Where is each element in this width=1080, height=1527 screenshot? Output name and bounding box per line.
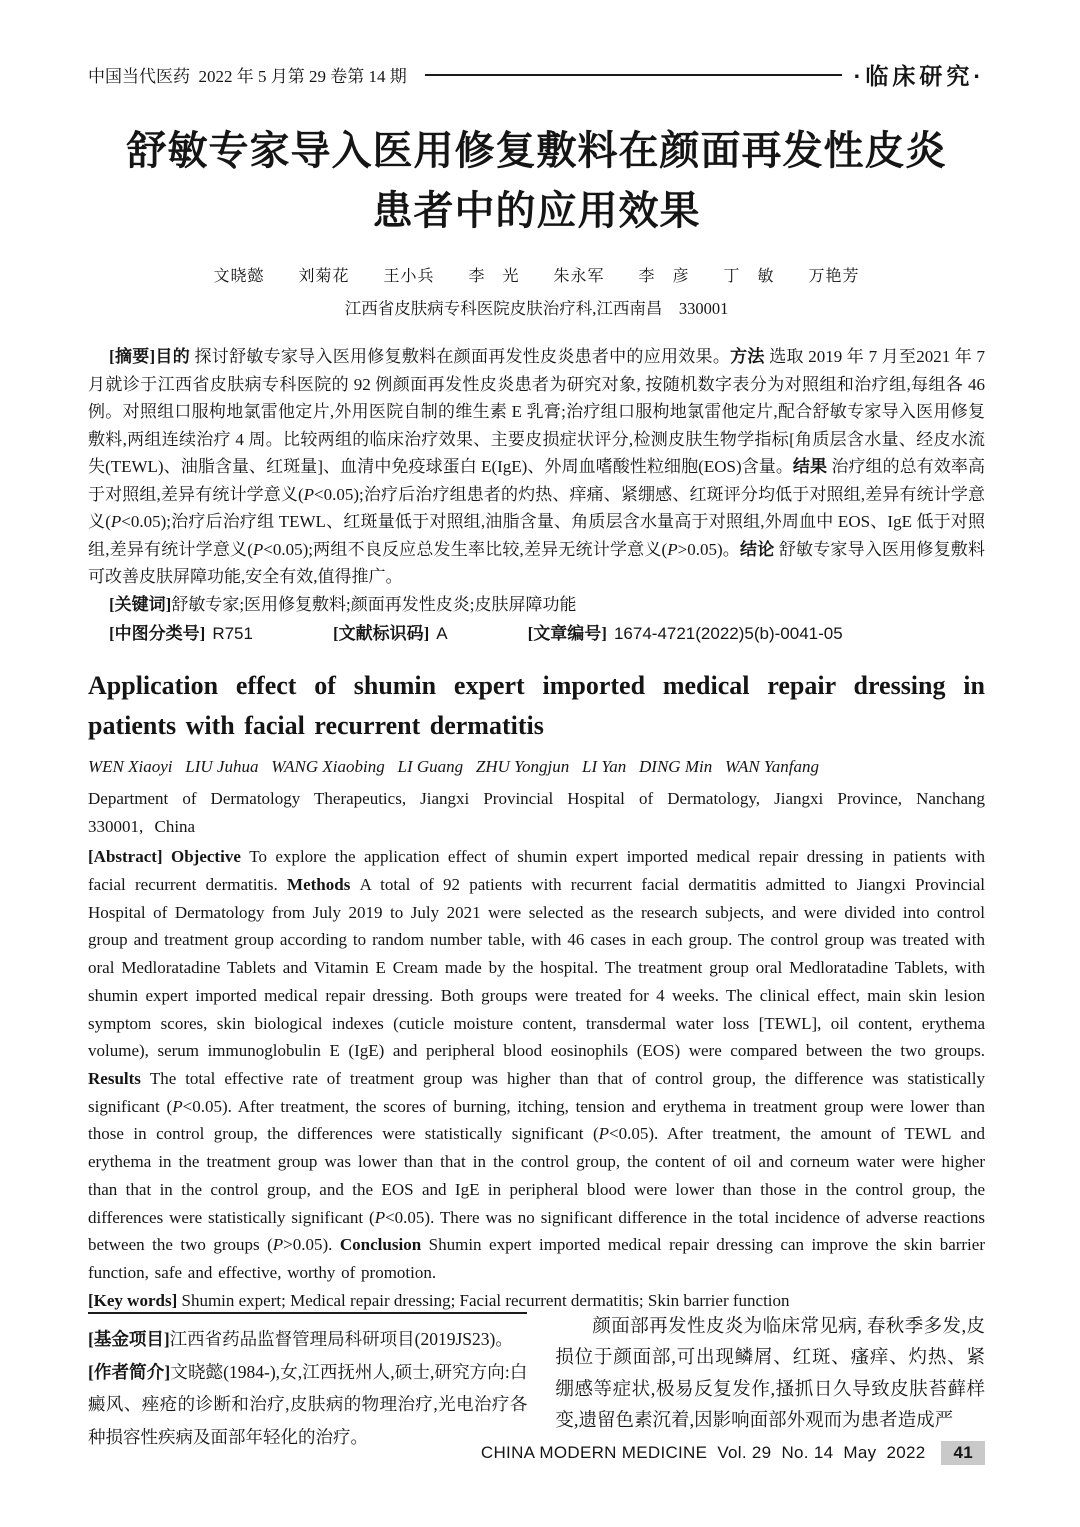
article-id-value: 1674-4721(2022)5(b)-0041-05 [613,624,843,644]
authors-cn: 文晓懿 刘菊花 王小兵 李 光 朱永军 李 彦 丁 敏 万艳芳 [213,268,860,285]
affiliation-en: Department of Dermatology Therapeutics, Jiangxi Provincial Hospital of Dermatology, Jiangxi Province, Nanchang 330001, China [88,788,985,836]
bottom-section [88,1312,985,1453]
article-id-label: [文章编号] [527,624,607,644]
page-footer [481,1441,985,1465]
footnote-column [88,1312,527,1453]
body-intro-paragraph: 颜面部再发性皮炎为临床常见病, 春秋季多发,皮损位于颜面部,可出现鳞屑、红斑、瘙痒、灼热、紧绷感等症状,极易反复发作,搔抓日久导致皮肤苔藓样变,遗留色素沉着,因影响面部外观而为患者造成严 [555,1317,985,1432]
header-rule [425,74,842,76]
keywords-cn: [关键词]舒敏专家;医用修复敷料;颜面再发性皮炎;皮肤屏障功能 [109,594,577,614]
title-cn-line2: 患者中的应用效果 [372,188,701,233]
document-code [333,624,448,643]
page-header [88,58,985,91]
fund-note: [基金项目]江西省药品监督管理局科研项目(2019JS23)。 [88,1329,513,1349]
journal-issue: 中国当代医药 2022 年 5 月第 29 卷第 14 期 [88,67,407,86]
column-label: ·临床研究· [853,63,985,89]
article-title-en: Application effect of shumin expert imported medical repair dressing in patients with facial recurrent dermatitis [88,670,985,741]
keywords-en: [Key words] Shumin expert; Medical repair dressing; Facial recurrent dermatitis; Skin barrier function [88,1290,790,1310]
clc-number-label: [中图分类号] [109,624,206,644]
clc-line [88,620,985,648]
authors-en: WEN Xiaoyi LIU Juhua WANG Xiaobing LI Guang ZHU Yongjun LI Yan DING Min WAN Yanfang [88,757,820,777]
author-bio-note: [作者简介]文晓懿(1984-),女,江西抚州人,硕士,研究方向:白癜风、痤疮的诊断和治疗,皮肤病的物理治疗,光电治疗各种损容性疾病及面部年轻化的治疗。 [88,1361,528,1447]
clc-number [109,624,253,643]
affiliation-cn: 江西省皮肤病专科医院皮肤治疗科,江西南昌 330001 [344,299,729,318]
document-code-label: [文献标识码] [332,624,430,644]
clc-number-value: R751 [212,624,253,644]
abstract-en: [Abstract] Objective To explore the application effect of shumin expert imported medical repair dressing in patients with facial recurrent dermatitis. Methods A total of 92 patients with recurrent facial dermatitis admitted to Jiangxi Provincial Hospital of Dermatology from July 2019 to July 2021 were selected as the research subjects, and were divided into control group and treatment group according to random number table, with 46 cases in each group. The control group was treated with oral Medloratadine Tablets and Vitamin E Cream made by the hospital. The treatment group oral Medloratadine Tablets, with shumin expert imported medical repair dressing. Both groups were treated for 4 weeks. The clinical effect, main skin lesion symptom scores, skin biological indexes (cuticle moisture content, transdermal water loss [TEWL], oil content, erythema volume), serum immunoglobulin E (IgE) and peripheral blood eosinophils (EOS) were compared between the two groups. Results The total effective rate of treatment group was higher than that of control group, the difference was statistically significant (P<0.05). After treatment, the scores of burning, itching, tension and erythema in treatment group were lower than those in control group, the differences were statistically significant (P<0.05). After treatment, the amount of TEWL and erythema in the treatment group was lower than that in the control group, the content of oil and corneum water were higher than that in the control group, and the EOS and IgE in peripheral blood were lower than those in the control group, the differences were statistically significant (P<0.05). There was no significant difference in the total incidence of adverse reactions between the two groups (P>0.05). Conclusion Shumin expert imported medical repair dressing can improve the skin barrier function, safe and effective, worthy of promotion. [88,847,986,1282]
article-id [528,624,843,643]
document-code-value: A [436,624,448,644]
abstract-cn: [摘要]目的 探讨舒敏专家导入医用修复敷料在颜面再发性皮炎患者中的应用效果。方法 选取 2019 年 7 月至2021 年 7 月就诊于江西省皮肤病专科医院的 92 例颜面再发性皮炎患者为研究对象, 按随机数字表分为对照组和治疗组,每组各 46 例。对照组口服枸地氯雷他定片,外用医院自制的维生素 E 乳膏;治疗组口服枸地氯雷他定片,配合舒敏专家导入医用修复敷料,两组连续治疗 4 周。比较两组的临床治疗效果、主要皮损症状评分,检测皮肤生物学指标[角质层含水量、经皮水流失(TEWL)、油脂含量、红斑量]、血清中免疫球蛋白 E(IgE)、外周血嗜酸性粒细胞(EOS)含量。结果 治疗组的总有效率高于对照组,差异有统计学意义(P<0.05);治疗后治疗组患者的灼热、痒痛、紧绷感、红斑评分均低于对照组,差异有统计学意义(P<0.05);治疗后治疗组 TEWL、红斑量低于对照组,油脂含量、角质层含水量高于对照组,外周血中 EOS、IgE 低于对照组,差异有统计学意义(P<0.05);两组不良反应总发生率比较,差异无统计学意义(P>0.05)。结论 舒敏专家导入医用修复敷料可改善皮肤屏障功能,安全有效,值得推广。 [88,347,986,587]
page-number: 41 [941,1441,985,1465]
footer-journal-name: CHINA MODERN MEDICINE Vol. 29 No. 14 May 2022 [480,1443,926,1462]
title-cn-line1: 舒敏专家导入医用修复敷料在颜面再发性皮炎 [126,128,947,173]
article-title-cn [98,121,975,241]
